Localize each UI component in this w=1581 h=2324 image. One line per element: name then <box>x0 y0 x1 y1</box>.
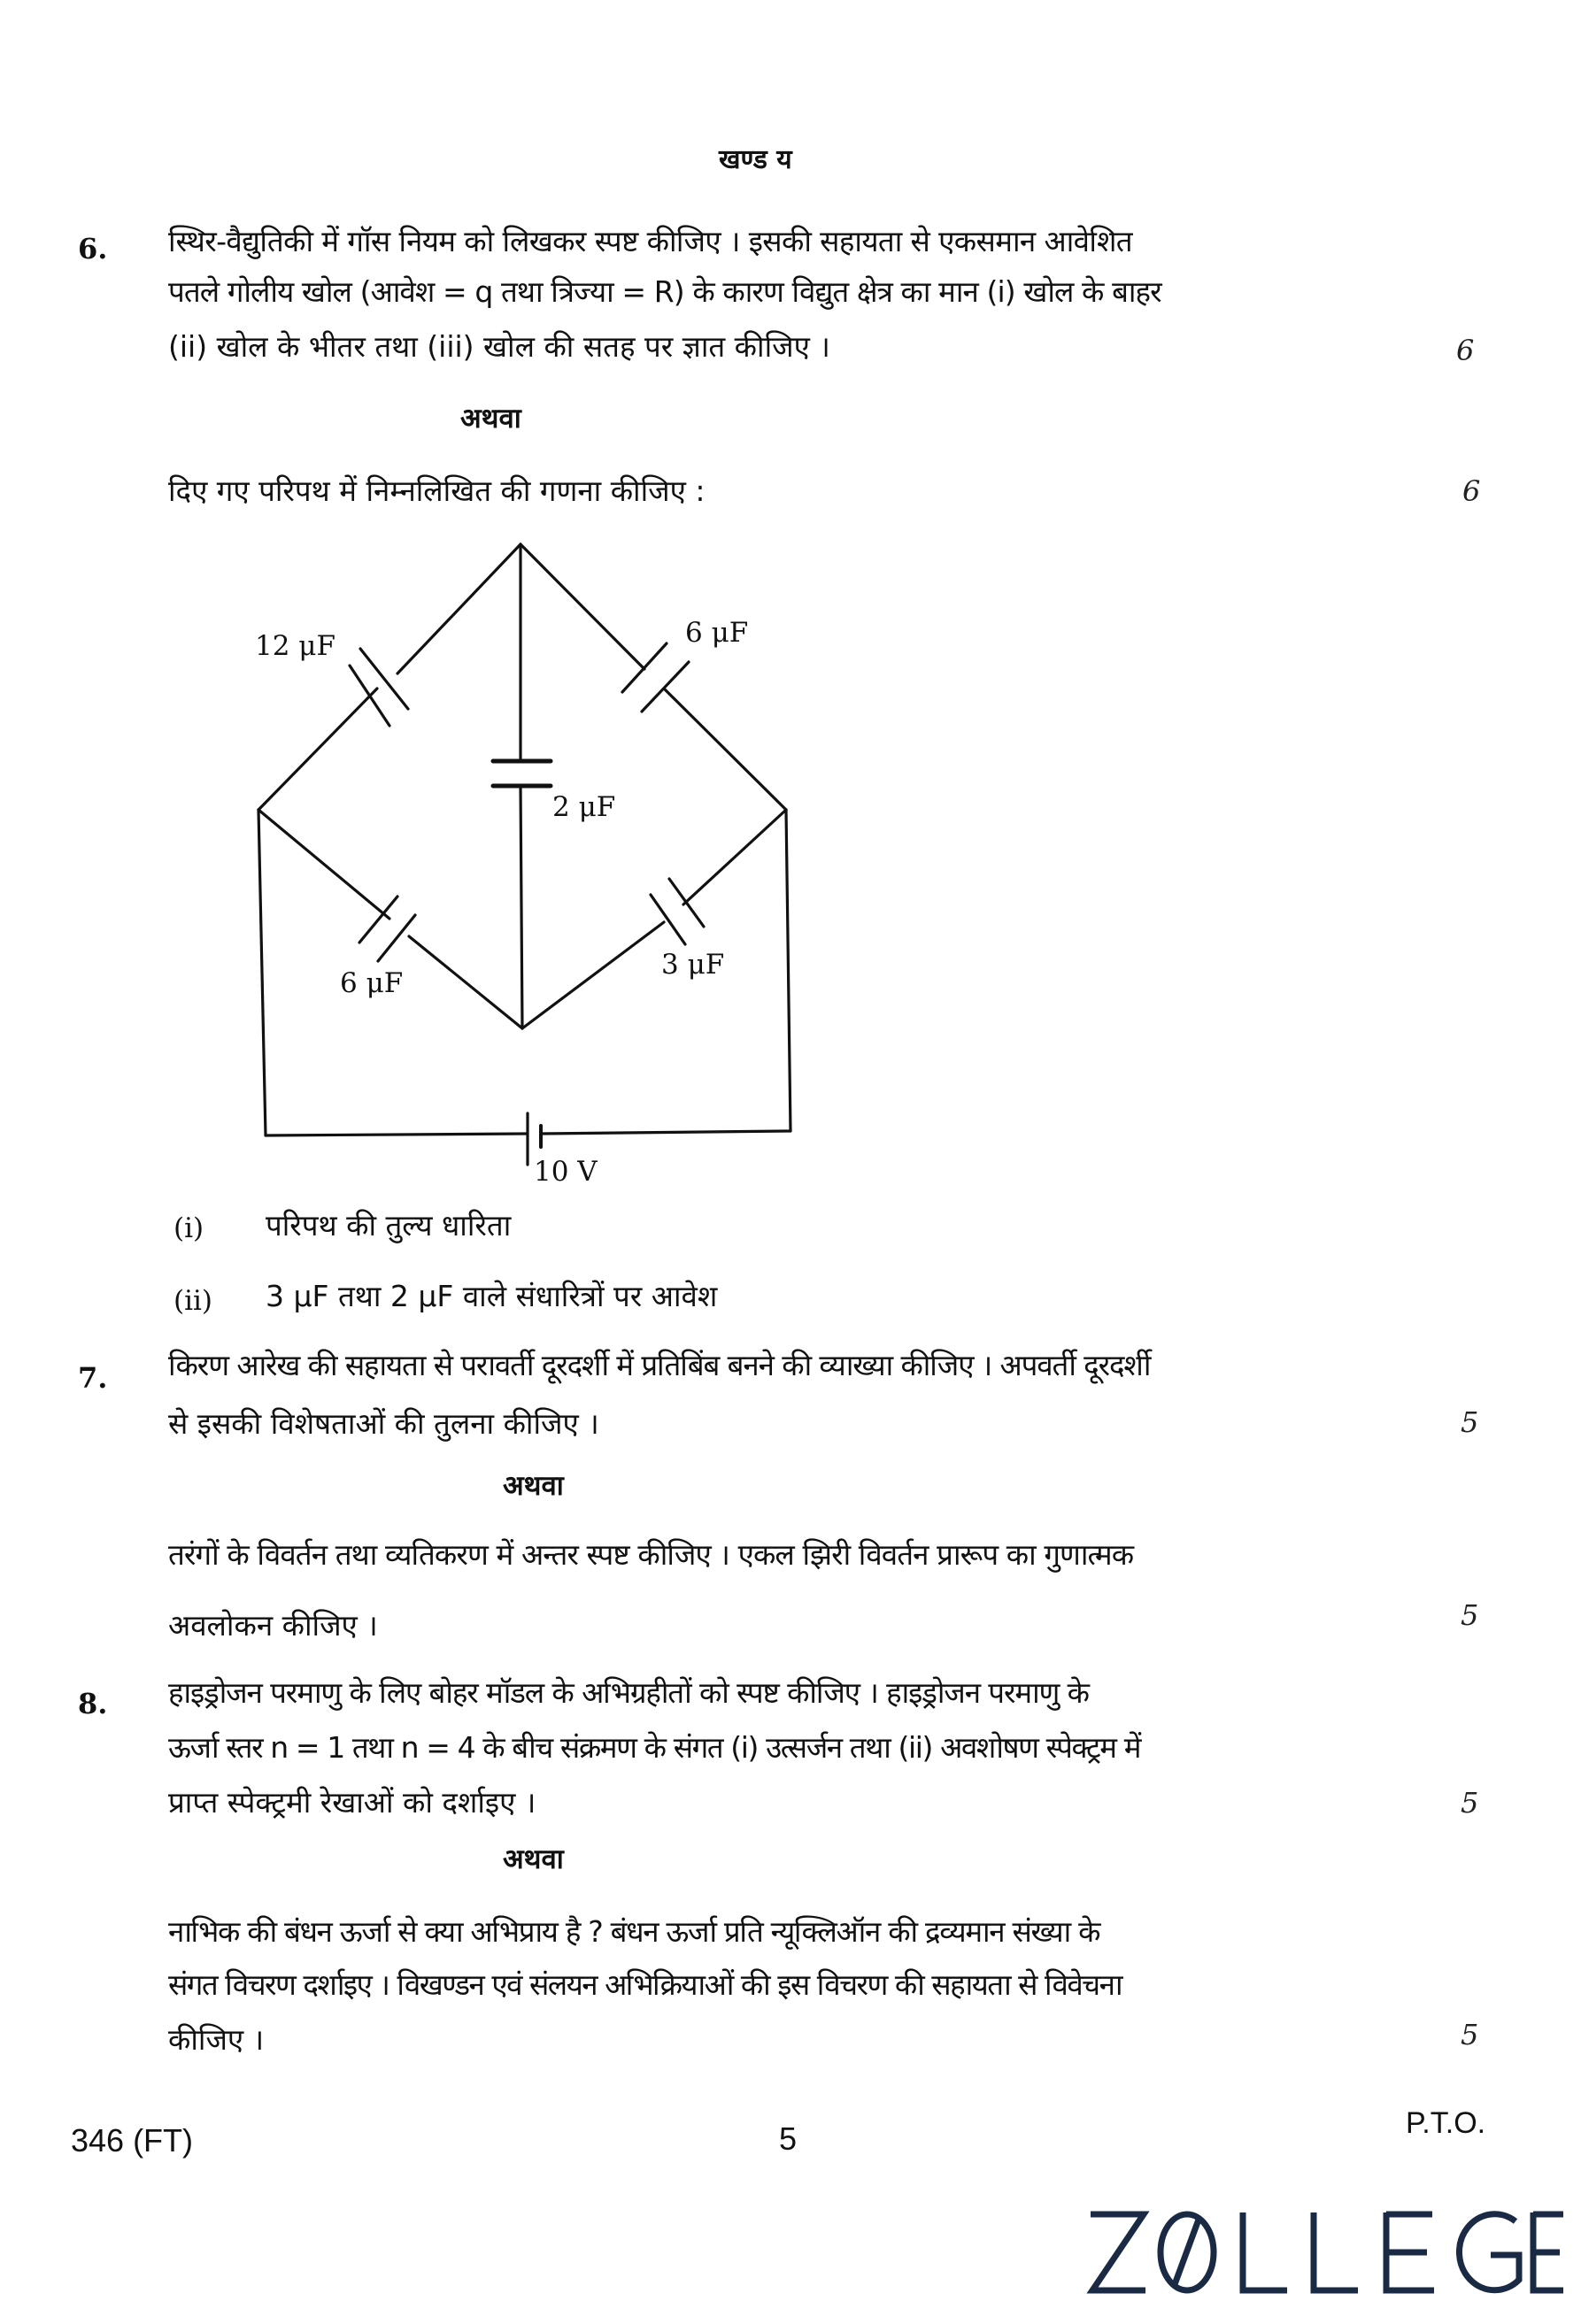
or-question-text: दिए गए परिपथ में निम्नलिखित की गणना कीजिए : <box>168 473 706 508</box>
question-text-line: ऊर्जा स्तर n = 1 तथा n = 4 के बीच संक्रमण के संगत (i) उत्सर्जन तथा (ii) अवशोषण स्पेक्ट्रम में <box>168 1730 1141 1765</box>
sub-item-text: 3 μF तथा 2 μF वाले संधारित्रों पर आवेश <box>266 1279 718 1313</box>
question-number: 7. <box>78 1361 108 1395</box>
capacitor-plate <box>359 897 397 943</box>
wire <box>409 936 522 1028</box>
zollege-logo <box>1085 2209 1563 2297</box>
capacitor-label-6uf-top: 6 μF <box>685 617 749 649</box>
logo-letter-e-last <box>1533 2212 1563 2290</box>
or-question-text: अवलोकन कीजिए । <box>168 1608 378 1643</box>
marks: 6 <box>1456 334 1475 367</box>
paper-code: 346 (FT) <box>71 2122 194 2159</box>
capacitor-plate <box>622 643 667 692</box>
capacitor-label-6uf-bottom: 6 μF <box>340 967 404 999</box>
wire <box>397 544 521 673</box>
or-question-text: कीजिए । <box>168 2022 265 2057</box>
sub-item-label: (i) <box>174 1212 204 1244</box>
capacitor-label-12uf: 12 μF <box>255 630 335 662</box>
capacitor-plate <box>642 662 689 712</box>
logo-letter-e1 <box>1386 2212 1434 2290</box>
logo-letter-z <box>1091 2214 1145 2290</box>
section-heading: खण्ड य <box>719 144 792 175</box>
or-question-text: तरंगों के विवर्तन तथा व्यतिकरण में अन्तर स्पष्ट कीजिए । एकल झिरी विवर्तन प्रारूप का गुणात्मक <box>168 1537 1134 1572</box>
wire <box>258 689 377 810</box>
question-text-line: से इसकी विशेषताओं की तुलना कीजिए । <box>168 1406 599 1441</box>
logo-letter-l2 <box>1314 2212 1358 2290</box>
pto-label: P.T.O. <box>1406 2106 1486 2140</box>
capacitor-plate <box>669 879 704 927</box>
question-number: 6. <box>78 232 108 265</box>
or-label: अथवा <box>503 1843 564 1875</box>
wire <box>266 1134 528 1135</box>
marks: 5 <box>1461 1405 1479 1439</box>
wire <box>664 689 786 810</box>
question-text-line: पतले गोलीय खोल (आवेश = q तथा त्रिज्या = R) के कारण विद्युत क्षेत्र का मान (i) खोल के बाहर <box>168 274 1161 309</box>
question-text-line: स्थिर-वैद्युतिकी में गॉस नियम को लिखकर स्पष्ट कीजिए । इसकी सहायता से एकसमान आवेशित <box>168 224 1133 258</box>
wire <box>541 1131 790 1134</box>
logo-letter-l1 <box>1243 2212 1287 2290</box>
wire <box>683 810 786 904</box>
or-label: अथवा <box>503 1470 564 1502</box>
question-text-line: प्राप्त स्पेक्ट्रमी रेखाओं को दर्शाइए । <box>168 1785 536 1820</box>
question-text-line: हाइड्रोजन परमाणु के लिए बोहर मॉडल के अभिग्रहीतों को स्पष्ट कीजिए । हाइड्रोजन परमाणु के <box>168 1675 1089 1710</box>
capacitor-label-2uf: 2 μF <box>552 791 616 823</box>
or-question-text: नाभिक की बंधन ऊर्जा से क्या अभिप्राय है ? बंधन ऊर्जा प्रति न्यूक्लिऑन की द्रव्यमान संख्या के <box>168 1914 1100 1949</box>
marks: 5 <box>1461 1786 1479 1820</box>
question-number: 8. <box>78 1687 108 1720</box>
capacitor-label-3uf: 3 μF <box>661 949 725 981</box>
marks: 5 <box>1461 1598 1479 1632</box>
logo-letter-g <box>1459 2214 1519 2290</box>
marks: 6 <box>1462 474 1481 508</box>
wire <box>258 810 389 919</box>
sub-item-text: परिपथ की तुल्य धारिता <box>266 1208 512 1243</box>
or-question-text: संगत विचरण दर्शाइए । विखण्डन एवं संलयन अभिक्रियाओं की इस विचरण की सहायता से विवेचना <box>168 1967 1122 2002</box>
or-label: अथवा <box>460 403 521 435</box>
capacitor-plate <box>651 895 685 944</box>
wire <box>521 786 522 1028</box>
wire <box>521 544 644 669</box>
wire <box>522 922 664 1028</box>
page-number: 5 <box>779 2120 798 2157</box>
logo-slash <box>1174 2220 1199 2287</box>
question-text-line: (ii) खोल के भीतर तथा (iii) खोल की सतह पर ज्ञात कीजिए । <box>168 329 830 364</box>
sub-item-label: (ii) <box>174 1285 213 1317</box>
wire <box>258 810 266 1135</box>
wire <box>786 810 790 1131</box>
question-text-line: किरण आरेख की सहायता से परावर्ती दूरदर्शी में प्रतिबिंब बनने की व्याख्या कीजिए । अपवर्ती दूरदर्शी <box>168 1348 1151 1382</box>
battery-label: 10 V <box>534 1156 598 1188</box>
capacitor-plate <box>350 666 389 726</box>
marks: 5 <box>1461 2018 1479 2051</box>
